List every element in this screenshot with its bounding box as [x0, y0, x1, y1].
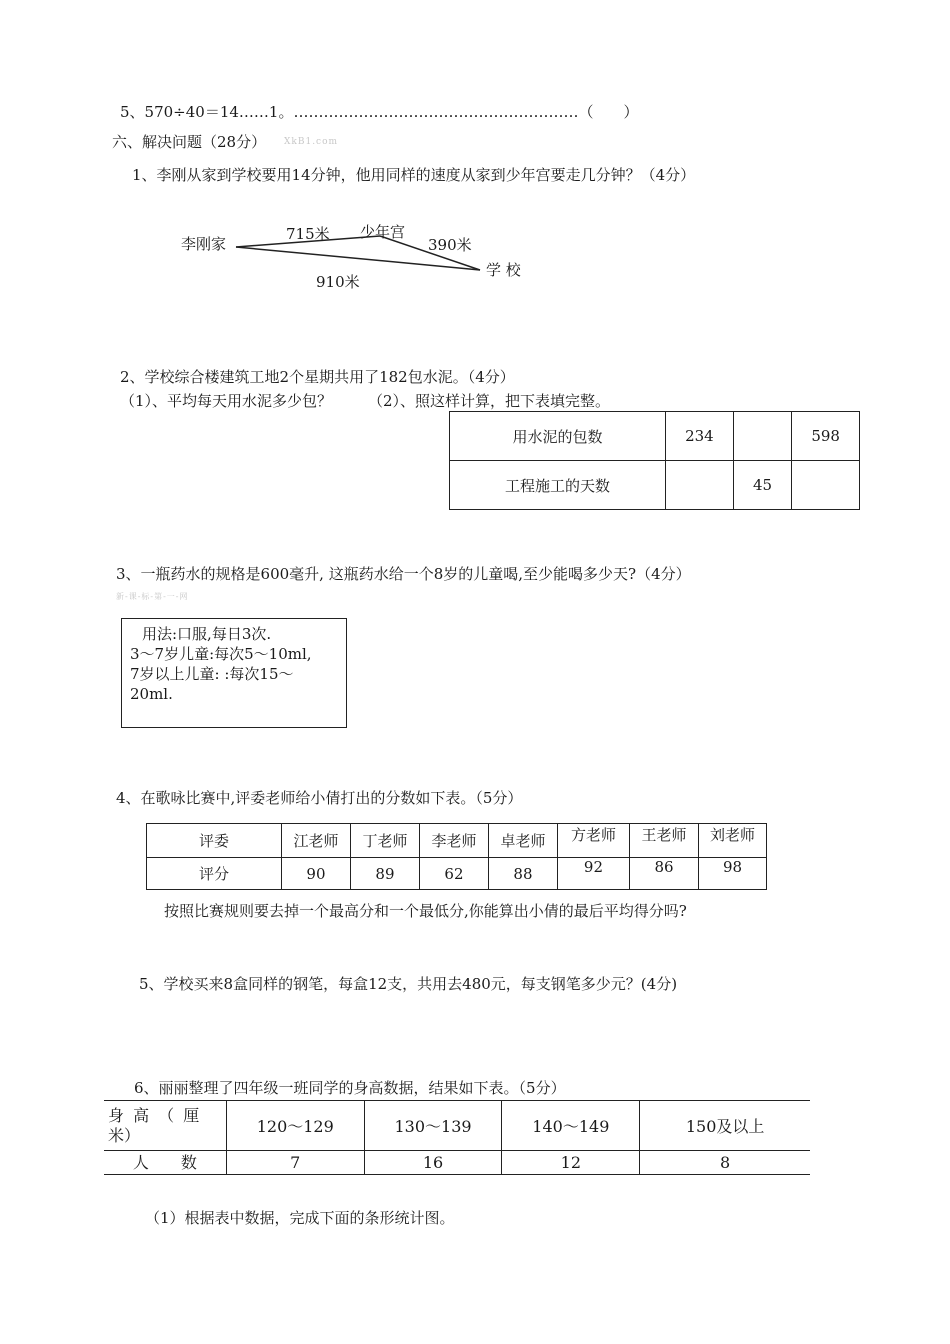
score-cell: 92	[557, 858, 629, 890]
table-cell: 598	[792, 412, 860, 461]
problem-2-sub1: （1）、平均每天用水泥多少包？	[120, 392, 333, 410]
table-row	[104, 1151, 810, 1175]
height-range: 150及以上	[640, 1101, 810, 1151]
height-table	[104, 1100, 810, 1175]
distance-home-school: 910米	[316, 273, 360, 291]
judge-name: 刘老师	[698, 824, 766, 858]
problem-2-sub2: （2）、照这样计算，把下表填完整。	[368, 392, 611, 410]
count-cell: 7	[226, 1151, 364, 1175]
judge-name: 李老师	[419, 824, 488, 858]
table-cell	[666, 461, 734, 510]
route-diagram	[0, 0, 950, 300]
distance-home-palace: 715米	[286, 225, 330, 243]
palace-label: 少年宫	[360, 223, 406, 241]
judge-name: 王老师	[629, 824, 698, 858]
height-range: 140～149	[502, 1101, 640, 1151]
home-label: 李刚家	[181, 235, 227, 253]
count-cell: 8	[640, 1151, 810, 1175]
height-range: 130～139	[364, 1101, 502, 1151]
table-cell: 45	[733, 461, 792, 510]
problem-4-text: 4、在歌咏比赛中,评委老师给小倩打出的分数如下表。（5分）	[116, 789, 523, 807]
count-label: 人 数	[104, 1151, 226, 1175]
table-row	[147, 858, 767, 890]
dosage-line: 7岁以上儿童: :每次15～	[130, 665, 294, 683]
problem-4-followup: 按照比赛规则要去掉一个最高分和一个最低分,你能算出小倩的最后平均得分吗?	[164, 902, 687, 920]
school-label: 学 校	[486, 261, 521, 279]
count-cell: 12	[502, 1151, 640, 1175]
score-cell: 86	[629, 858, 698, 890]
problem-3-text: 3、一瓶药水的规格是600毫升, 这瓶药水给一个8岁的儿童喝,至少能喝多少天?（4分）	[116, 565, 691, 583]
height-range: 120～129	[226, 1101, 364, 1151]
row-label: 用水泥的包数	[450, 412, 666, 461]
table-row	[147, 824, 767, 858]
watermark: XkB1.com	[284, 137, 339, 147]
score-cell: 89	[350, 858, 419, 890]
table-cell	[792, 461, 860, 510]
judge-header-label: 评委	[147, 824, 282, 858]
table-cell	[733, 412, 792, 461]
count-cell: 16	[364, 1151, 502, 1175]
table-row	[450, 461, 860, 510]
problem-6-sub1: （1）根据表中数据，完成下面的条形统计图。	[145, 1209, 455, 1227]
distance-palace-school: 390米	[428, 236, 472, 254]
dosage-box	[121, 618, 347, 728]
dosage-line: 3～7岁儿童:每次5～10ml,	[130, 645, 312, 663]
watermark: 新-课-标-第-一-网	[116, 592, 189, 601]
question-5-line: 5、570÷40＝14……1。…………………………………………………（ ）	[120, 103, 639, 121]
dosage-line: 用法:口服,每日3次.	[142, 625, 272, 643]
judge-name: 江老师	[281, 824, 350, 858]
score-table	[146, 823, 767, 890]
score-cell: 98	[698, 858, 766, 890]
judge-name: 卓老师	[488, 824, 557, 858]
score-label: 评分	[147, 858, 282, 890]
problem-6-text: 6、丽丽整理了四年级一班同学的身高数据，结果如下表。（5分）	[134, 1079, 566, 1097]
problem-2-text: 2、学校综合楼建筑工地2个星期共用了182包水泥。（4分）	[120, 368, 515, 386]
height-label	[104, 1101, 226, 1151]
table-row	[104, 1101, 810, 1151]
height-label-line: 身 高 （ 厘	[108, 1105, 202, 1125]
problem-1-text: 1、李刚从家到学校要用14分钟，他用同样的速度从家到少年宫要走几分钟？（4分）	[132, 166, 696, 184]
section-heading: 六、解决问题（28分）	[112, 133, 267, 151]
problem-5-text: 5、学校买来8盒同样的钢笔，每盒12支，共用去480元，每支钢笔多少元？(4分)	[139, 975, 678, 993]
cement-table	[449, 411, 860, 510]
table-cell: 234	[666, 412, 734, 461]
judge-name: 方老师	[557, 824, 629, 858]
row-label: 工程施工的天数	[450, 461, 666, 510]
height-label-line: 米）	[108, 1125, 141, 1145]
score-cell: 90	[281, 858, 350, 890]
score-cell: 62	[419, 858, 488, 890]
dosage-line: 20ml.	[130, 685, 173, 703]
table-row	[450, 412, 860, 461]
score-cell: 88	[488, 858, 557, 890]
judge-name: 丁老师	[350, 824, 419, 858]
